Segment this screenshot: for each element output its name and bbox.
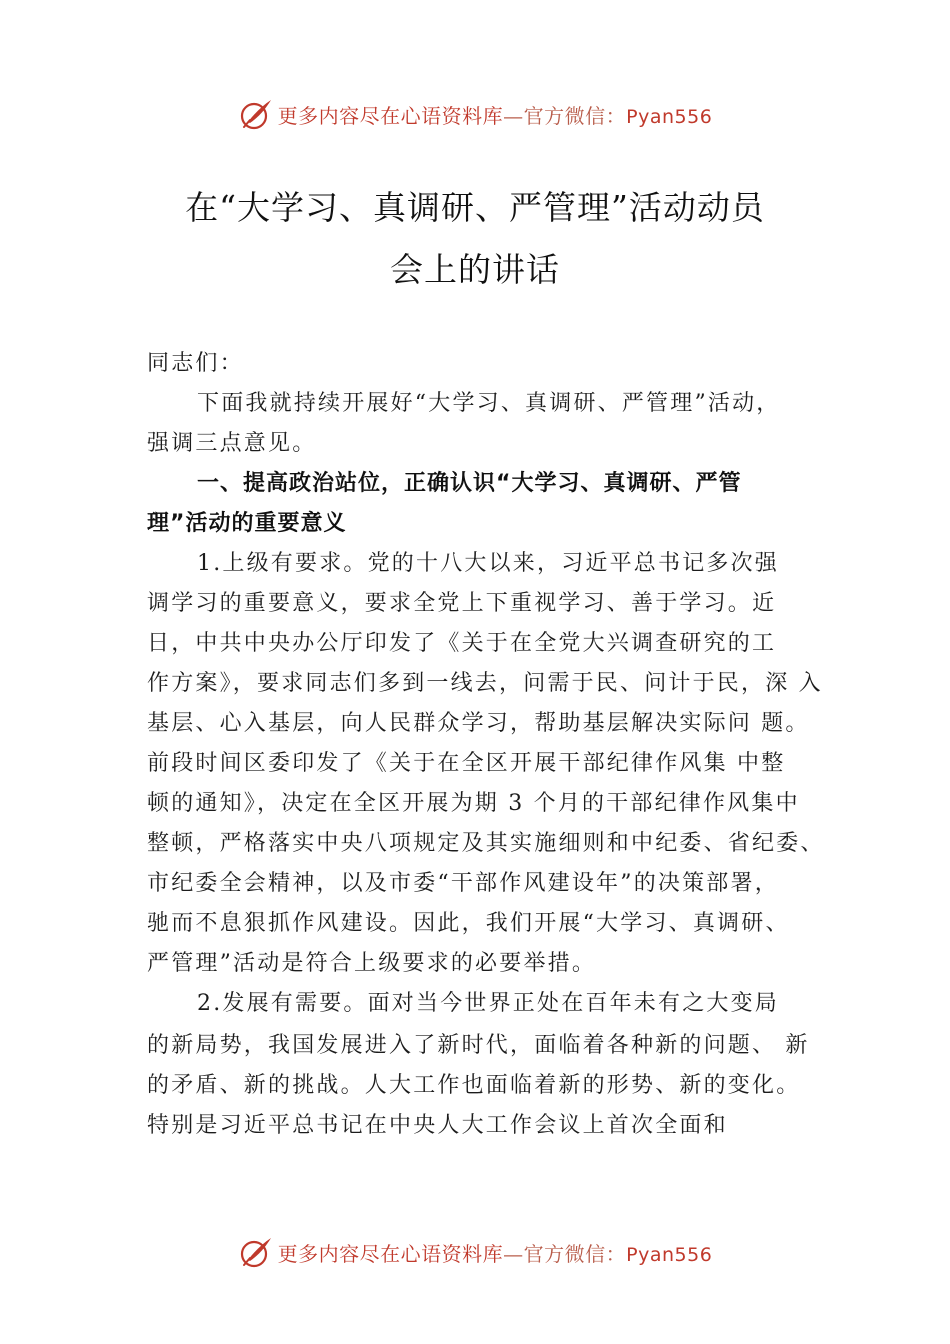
banner-label: 官方微信： [523, 1241, 627, 1266]
banner-main: 更多内容尽在心语资料库 [277, 103, 504, 128]
section-heading: 一、提高政治站位，正确认识“大学习、真调研、严管 [197, 471, 742, 496]
body-line: 前段时间区委印发了《关于在全区开展干部纪律作风集 中整 [147, 751, 786, 776]
body-line: 严管理”活动是符合上级要求的必要举措。 [147, 951, 597, 976]
banner-wechat-id: Pyan556 [626, 105, 713, 128]
banner-wechat-id: Pyan556 [626, 1243, 713, 1266]
banner-text [278, 1238, 713, 1267]
banner-dash: — [503, 1241, 524, 1266]
body-line: 驰而不息狠抓作风建设。因此，我们开展“大学习、真调研、 [147, 911, 790, 936]
salutation: 同志们： [147, 351, 244, 376]
quill-logo-icon [238, 1234, 274, 1270]
body-line: 日，中共中央办公厅印发了《关于在全党大兴调查研究的工 [147, 631, 777, 656]
banner-main: 更多内容尽在心语资料库 [277, 1241, 504, 1266]
section-heading: 理”活动的重要意义 [147, 511, 347, 536]
body-line: 下面我就持续开展好“大学习、真调研、严管理”活动， [197, 391, 781, 416]
body-line: 市纪委全会精神，以及市委“干部作风建设年”的决策部署， [147, 871, 779, 896]
banner-label: 官方微信： [523, 103, 627, 128]
body-line: 的矛盾、新的挑战。人大工作也面临着新的形势、新的变化。 [147, 1073, 801, 1098]
quill-logo-icon [238, 96, 274, 132]
body-line: 顿的通知》，决定在全区开展为期 3 个月的干部纪律作风集中 [147, 791, 800, 816]
document-title-line-2: 会上的讲话 [390, 250, 560, 289]
header-banner [0, 94, 950, 134]
banner-dash: — [503, 103, 524, 128]
body-line: 特别是习近平总书记在中央人大工作会议上首次全面和 [147, 1113, 728, 1138]
body-line: 基层、心入基层，向人民群众学习，帮助基层解决实际问 题。 [147, 711, 810, 736]
body-line: 1.上级有要求。党的十八大以来，习近平总书记多次强 [197, 551, 779, 576]
body-line: 整顿，严格落实中央八项规定及其实施细则和中纪委、省纪委、 [147, 831, 825, 856]
footer-banner [0, 1232, 950, 1272]
body-line: 调学习的重要意义，要求全党上下重视学习、善于学习。近 [147, 591, 777, 616]
document-title-line-1: 在“大学习、真调研、严管理”活动动员 [185, 188, 765, 227]
body-line: 作方案》，要求同志们多到一线去，问需于民、问计于民，深 入 [147, 671, 823, 696]
body-line: 2.发展有需要。面对当今世界正处在百年未有之大变局 [197, 991, 779, 1016]
body-line: 强调三点意见。 [147, 431, 317, 456]
body-line: 的新局势，我国发展进入了新时代，面临着各种新的问题、 新 [147, 1033, 810, 1058]
banner-text [278, 100, 713, 129]
